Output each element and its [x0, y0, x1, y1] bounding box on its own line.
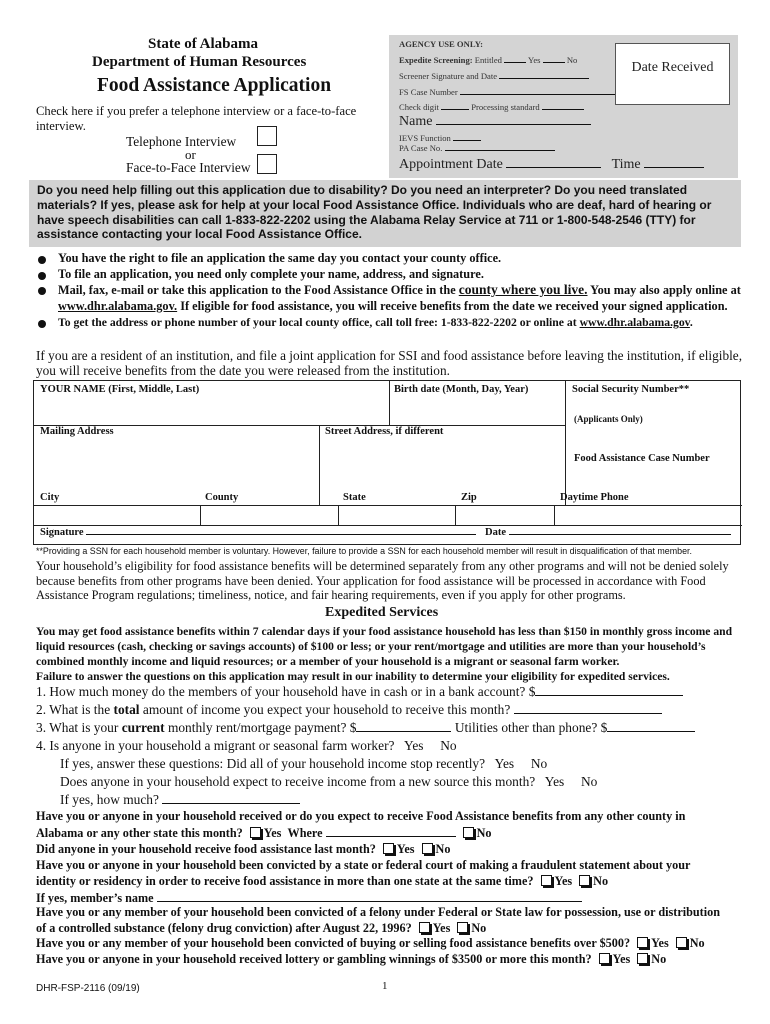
- question-1: 1. How much money do the members of your household have in cash or in a bank account? $: [36, 684, 683, 700]
- question-lottery: Have you or anyone in your household received lottery or gambling winnings of $3500 or more this month? Yes No: [36, 952, 667, 966]
- date-received-label: Date Received: [631, 60, 714, 75]
- agency-use-box: [389, 35, 738, 178]
- question-trafficking: Have you or any member of your household been convicted of buying or selling food assistance benefits over $500? Yes No: [36, 936, 705, 950]
- m7-yes-checkbox[interactable]: [599, 953, 610, 964]
- screener-row: Screener Signature and Date: [399, 71, 589, 81]
- m1-yes-checkbox[interactable]: [250, 827, 261, 838]
- q4b-yes[interactable]: Yes: [544, 774, 565, 789]
- fs-case-row: FS Case Number: [399, 87, 615, 97]
- m5-yes-checkbox[interactable]: [419, 922, 430, 933]
- member-name-input[interactable]: [157, 890, 582, 902]
- expedited-intro: You may get food assistance benefits within 7 calendar days if your food assistance household has less than $150 in monthly gross income and liquid resources (cash, checking or savings accounts) of $100 or less; or your rent/mortgage and utilities are more than your household’s combined monthly income and liquid resources; or a member of your household is a migrant or seasonal farm worker.: [36, 625, 733, 668]
- q3-rent-input[interactable]: [356, 720, 451, 732]
- list-item: Mail, fax, e-mail or take this application to the Food Assistance Office in the county where you live. You may also apply online at www.dhr.alabama.gov. If eligible for food assistance, you will receive benefits from the date we received your signed application.: [38, 282, 748, 314]
- m3-no-checkbox[interactable]: [579, 875, 590, 886]
- dhr-link[interactable]: www.dhr.alabama.gov.: [58, 299, 178, 314]
- or-label: or: [185, 147, 196, 162]
- rights-list: [38, 251, 748, 331]
- m2-yes-checkbox[interactable]: [383, 843, 394, 854]
- q1-amount-input[interactable]: [535, 684, 683, 696]
- signature-date-field[interactable]: Date: [485, 527, 731, 538]
- date-received-box: [615, 43, 730, 105]
- m3-yes-checkbox[interactable]: [541, 875, 552, 886]
- question-2: 2. What is the total amount of income you expect your household to receive this month?: [36, 702, 662, 718]
- applicant-info-form: [33, 380, 741, 545]
- q2-amount-input[interactable]: [514, 702, 662, 714]
- fa-case-number-field[interactable]: Food Assistance Case Number: [574, 453, 710, 464]
- signature-field[interactable]: Signature: [40, 527, 476, 538]
- pa-case-row: PA Case No.: [399, 143, 555, 153]
- ssn-note: **Providing a SSN for each household member is voluntary. However, failure to provide a SSN for each household member will result in disqualification of that member.: [36, 546, 692, 556]
- question-last-month: Did anyone in your household receive food assistance last month? Yes No: [36, 842, 451, 856]
- question-member-name: If yes, member’s name: [36, 890, 746, 907]
- zip-field[interactable]: Zip: [461, 492, 477, 503]
- expedited-heading: Expedited Services: [325, 605, 439, 620]
- institution-note: If you are a resident of an institution, and file a joint application for SSI and food assistance before leaving the institution, if eligible, you will receive benefits from the date you were released from the institution.: [36, 348, 743, 378]
- help-banner: Do you need help filling out this application due to disability? Do you need an interpreter? Do you need translated materials? If yes, please ask for help at your local Food Assistance Office. Individuals who are deaf, hard of hearing or have speech disabilities can call 1-833-822-2202 using the Alabama Relay Service at 711 or 1-800-548-2546 (TTY) for assistance contacting your local Food Assistance Office.: [29, 180, 741, 247]
- failure-note: Failure to answer the questions on this application may result in our inability to determine your eligibility for expedited services.: [36, 670, 670, 683]
- form-id: DHR-FSP-2116 (09/19): [36, 983, 140, 994]
- agency-heading: AGENCY USE ONLY:: [399, 39, 484, 49]
- page-title: Food Assistance Application: [97, 75, 332, 96]
- bullet-icon: [38, 272, 46, 280]
- bullet-icon: [38, 256, 46, 264]
- q4a-no[interactable]: No: [530, 756, 548, 771]
- daytime-phone-field[interactable]: Daytime Phone: [560, 492, 629, 503]
- ssn-field[interactable]: Social Security Number**: [572, 384, 690, 395]
- agency-name-row: Name: [399, 113, 591, 130]
- birth-date-field[interactable]: Birth date (Month, Day, Year): [394, 384, 529, 395]
- eligibility-note: Your household’s eligibility for food assistance benefits will be determined separately from any other programs and will not be denied solely because benefits from other programs have been denied. Your application for food assistance will be processed in accordance with Food Assistance Program regulations; timeliness, notice, and fair hearing requirements, even if you apply for other programs.: [36, 559, 729, 603]
- question-4a: If yes, answer these questions: Did all of your household income stop recently? Yes No: [60, 756, 548, 771]
- city-field[interactable]: City: [40, 492, 60, 503]
- face-to-face-checkbox[interactable]: [257, 154, 277, 174]
- page-number: 1: [382, 980, 388, 992]
- list-item: You have the right to file an application the same day you contact your county office.: [38, 251, 748, 267]
- q4-yes[interactable]: Yes: [404, 738, 424, 753]
- appointment-row: Appointment Date Time: [399, 156, 704, 173]
- list-item: To get the address or phone number of your local county office, call toll free: 1-833-822-2202 or online at www.dhr.alabama.gov.: [38, 315, 748, 331]
- question-4c: If yes, how much?: [60, 792, 300, 808]
- check-digit-row: Check digit Processing standard: [399, 102, 584, 112]
- m6-yes-checkbox[interactable]: [637, 937, 648, 948]
- m2-no-checkbox[interactable]: [422, 843, 433, 854]
- m6-no-checkbox[interactable]: [676, 937, 687, 948]
- question-4: 4. Is anyone in your household a migrant or seasonal farm worker? Yes No: [36, 738, 457, 753]
- bullet-icon: [38, 320, 46, 328]
- q4-no[interactable]: No: [440, 738, 457, 753]
- question-3: 3. What is your current monthly rent/mortgage payment? $ Utilities other than phone? $: [36, 720, 695, 736]
- q4a-yes[interactable]: Yes: [494, 756, 515, 771]
- your-name-field[interactable]: YOUR NAME (First, Middle, Last): [40, 384, 200, 395]
- bullet-icon: [38, 287, 46, 295]
- list-item: To file an application, you need only complete your name, address, and signature.: [38, 267, 748, 283]
- applicants-only-note: (Applicants Only): [574, 414, 643, 424]
- question-felony: Have you or any member of your household been convicted of a felony under Federal or State law for possession, use or distribution of a controlled substance (felony drug conviction) after August 22, 1996? Yes No: [36, 905, 720, 935]
- state-heading: State of Alabama: [148, 36, 258, 52]
- q4b-no[interactable]: No: [581, 774, 598, 789]
- question-4b: Does anyone in your household expect to receive income from a new source this month? Yes No: [60, 774, 598, 789]
- interview-prompt: Check here if you prefer a telephone interview or a face-to-face interview.: [36, 104, 357, 133]
- where-input[interactable]: [326, 825, 456, 837]
- m7-no-checkbox[interactable]: [637, 953, 648, 964]
- q3-utilities-input[interactable]: [607, 720, 695, 732]
- face-label: Face-to-Face Interview: [126, 160, 251, 175]
- m5-no-checkbox[interactable]: [457, 922, 468, 933]
- state-field[interactable]: State: [343, 492, 366, 503]
- telephone-label: Telephone Interview: [126, 134, 237, 149]
- street-address-field[interactable]: Street Address, if different: [325, 426, 444, 437]
- m1-no-checkbox[interactable]: [463, 827, 474, 838]
- question-other-county: Have you or anyone in your household received or do you expect to receive Food Assistance benefits from any other county in Alabama or any other state this month? Yes Where No: [36, 809, 686, 840]
- expedite-row: Expedite Screening: Entitled Yes No: [399, 55, 578, 65]
- mailing-address-field[interactable]: Mailing Address: [40, 426, 114, 437]
- question-fraud: Have you or anyone in your household been convicted by a state or federal court of making a fraudulent statement about your identity or residency in order to receive food assistance in more than one state at the same time? Yes No: [36, 858, 691, 888]
- dhr-link-2[interactable]: www.dhr.alabama.gov: [579, 315, 690, 329]
- ievs-row: IEVS Function: [399, 133, 481, 143]
- county-emphasis: county where you live.: [458, 282, 588, 298]
- telephone-checkbox[interactable]: [257, 126, 277, 146]
- q4c-amount-input[interactable]: [162, 792, 300, 804]
- department-heading: Department of Human Resources: [92, 54, 307, 70]
- county-field[interactable]: County: [205, 492, 239, 503]
